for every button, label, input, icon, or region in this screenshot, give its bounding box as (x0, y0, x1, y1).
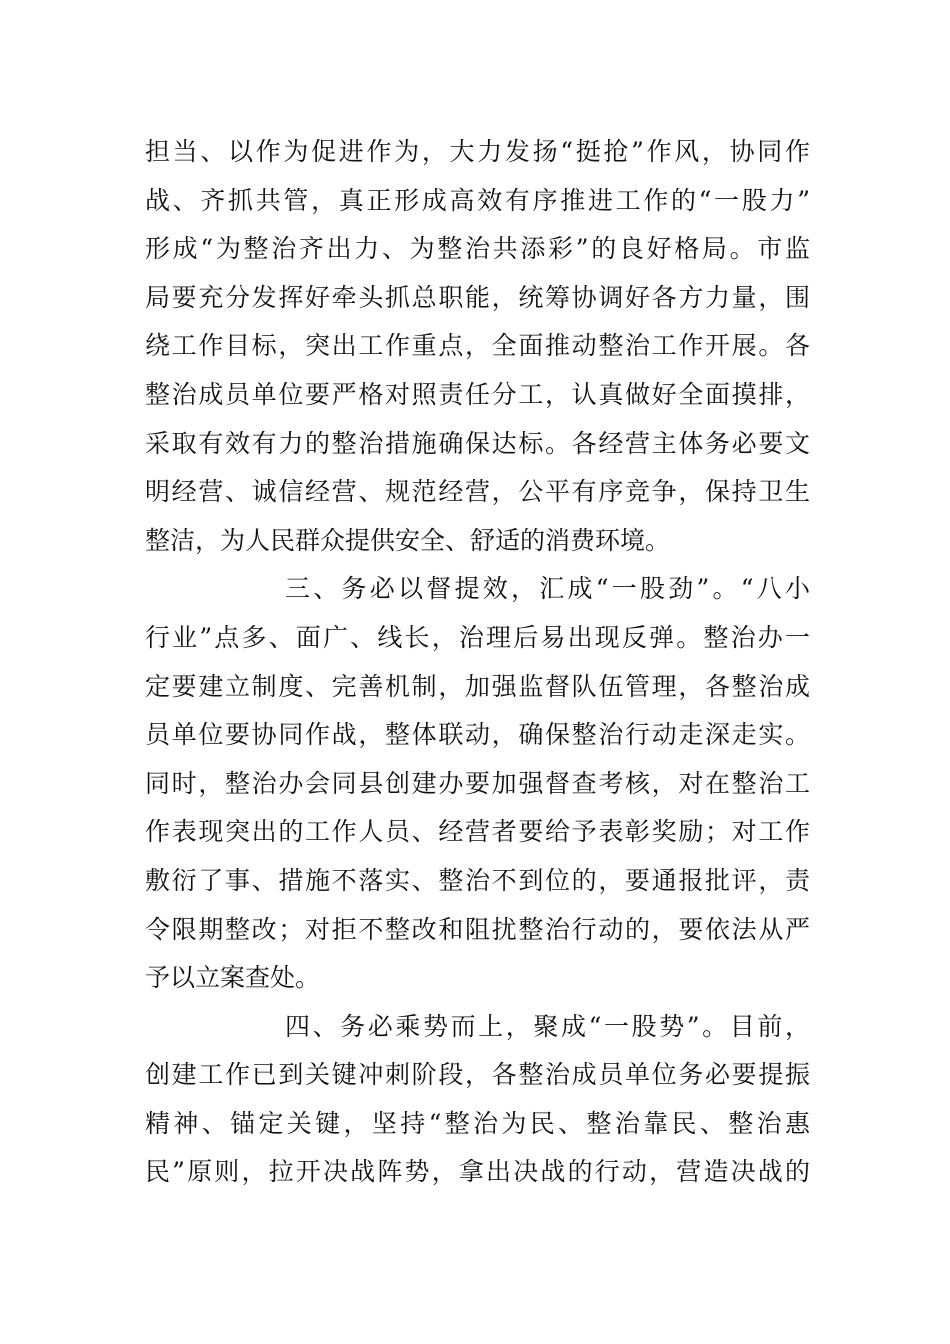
text-line: 创建工作已到关键冲刺阶段，各整治成员单位务必要提振 (145, 1060, 810, 1090)
text-line: 敷衍了事、措施不落实、整治不到位的，要通报批评，责 (145, 865, 810, 895)
text-line: 战、齐抓共管，真正形成高效有序推进工作的“一股力” (145, 185, 810, 215)
text-line: 整洁，为人民群众提供安全、舒适的消费环境。 (145, 525, 671, 555)
text-line: 定要建立制度、完善机制，加强监督队伍管理，各整治成 (145, 671, 810, 701)
text-line: 采取有效有力的整治措施确保达标。各经营主体务必要文 (145, 428, 810, 458)
text-line: 同时，整治办会同县创建办要加强督查考核，对在整治工 (145, 768, 810, 798)
text-line: 员单位要协同作战，整体联动，确保整治行动走深走实。 (145, 720, 810, 750)
section-heading-line: 三、务必以督提效，汇成“一股劲”。“八小 (285, 574, 810, 604)
text-line: 行业”点多、面广、线长，治理后易出现反弹。整治办一 (145, 622, 810, 652)
text-line: 整治成员单位要严格对照责任分工，认真做好全面摸排， (145, 379, 810, 409)
text-line: 担当、以作为促进作为，大力发扬“挺抢”作风，协同作 (145, 137, 810, 166)
text-line: 予以立案查处。 (145, 963, 321, 993)
text-line: 令限期整改；对拒不整改和阻扰整治行动的，要依法从严 (145, 914, 810, 944)
body-text (145, 128, 810, 1197)
text-line: 作表现突出的工作人员、经营者要给予表彰奖励；对工作 (145, 817, 810, 847)
section-heading-line: 四、务必乘势而上，聚成“一股势”。目前， (285, 1011, 810, 1041)
text-line: 绕工作目标，突出工作重点，全面推动整治工作开展。各 (145, 331, 810, 361)
text-line: 明经营、诚信经营、规范经营，公平有序竞争，保持卫生 (145, 477, 810, 507)
text-line: 局要充分发挥好牵头抓总职能，统筹协调好各方力量，围 (145, 282, 810, 312)
text-line: 民”原则，拉开决战阵势，拿出决战的行动，营造决战的 (145, 1157, 810, 1187)
text-line: 形成“为整治齐出力、为整治共添彩”的良好格局。市监 (145, 234, 810, 264)
text-line: 精神、锚定关键，坚持“整治为民、整治靠民、整治惠 (145, 1108, 810, 1138)
